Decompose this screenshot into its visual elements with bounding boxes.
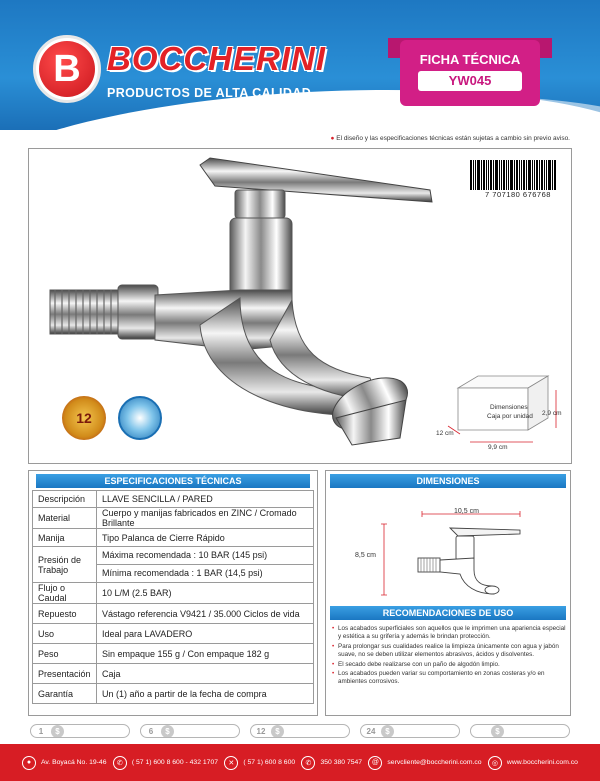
spec-value: Cuerpo y manijas fabricados en ZINC / Cromado Brillante	[97, 508, 314, 529]
spec-key: Descripción	[33, 491, 97, 508]
address-text: Av. Boyacá No. 19-46	[41, 759, 107, 766]
brand-logo	[33, 35, 101, 103]
dollar-icon: $	[51, 725, 64, 738]
whatsapp-text: 350 380 7547	[320, 759, 363, 766]
price-qty: 12	[256, 726, 266, 736]
footer-web[interactable]	[488, 756, 578, 770]
warranty-seal	[62, 396, 106, 440]
spec-value: Ideal para LAVADERO	[97, 624, 314, 644]
spec-table	[32, 490, 314, 704]
tools-icon: ✕	[224, 756, 238, 770]
location-pin-icon: ●	[22, 756, 36, 770]
dollar-icon: $	[271, 725, 284, 738]
spec-value-min: Mínima recomendada : 1 BAR (14,5 psi)	[97, 564, 313, 582]
table-row	[33, 684, 314, 704]
thread-inlet	[50, 290, 120, 334]
box-label-2: Caja por unidad	[487, 413, 533, 420]
footer-whatsapp	[301, 756, 362, 770]
price-qty: 24	[366, 726, 376, 736]
email-icon: @	[368, 756, 382, 770]
price-slot	[470, 724, 570, 738]
spec-key: Manija	[33, 529, 97, 547]
spec-key: Presión de Trabajo	[33, 547, 97, 583]
table-row	[33, 624, 314, 644]
disclaimer: ● El diseño y las especificaciones técnicas están sujetas a cambio sin previo aviso.	[330, 135, 570, 142]
water-saving-seal	[118, 396, 162, 440]
disclaimer-text: El diseño y las especificaciones técnicas están sujetas a cambio sin previo aviso.	[336, 135, 570, 142]
dimensions-title: DIMENSIONES	[330, 474, 566, 488]
logo-letter: B	[39, 41, 95, 97]
spec-key: Peso	[33, 644, 97, 664]
dollar-icon: $	[161, 725, 174, 738]
barcode	[470, 160, 566, 198]
box-depth: 12 cm	[436, 430, 454, 437]
spec-value: 10 L/M (2.5 BAR)	[97, 583, 314, 604]
footer-phone-2	[224, 756, 295, 770]
spec-key: Material	[33, 508, 97, 529]
recommendations-list	[332, 625, 568, 688]
spec-value-max: Máxima recomendada : 10 BAR (145 psi)	[102, 550, 268, 560]
spec-value: Tipo Palanca de Cierre Rápido	[97, 529, 314, 547]
globe-icon: ◎	[488, 756, 502, 770]
recommendations-title: RECOMENDACIONES DE USO	[330, 606, 566, 620]
table-row	[33, 529, 314, 547]
dollar-icon: $	[491, 725, 504, 738]
box-width: 9,9 cm	[488, 444, 508, 451]
footer-email[interactable]	[368, 756, 481, 770]
price-qty: 6	[148, 726, 154, 736]
footer	[0, 744, 600, 781]
dollar-icon: $	[381, 725, 394, 738]
table-row	[33, 644, 314, 664]
footer-address	[22, 756, 107, 770]
phone-text: ( 57 1) 600 8 600	[243, 759, 296, 766]
warranty-years: 12	[76, 410, 92, 426]
spec-title: ESPECIFICACIONES TÉCNICAS	[36, 474, 310, 488]
web-link[interactable]: www.boccherini.com.co	[506, 759, 578, 766]
spec-key: Presentación	[33, 664, 97, 684]
price-slot	[250, 724, 350, 738]
brand-tagline: PRODUCTOS DE ALTA CALIDAD	[107, 86, 312, 100]
whatsapp-icon: ✆	[301, 756, 315, 770]
spec-key: Flujo o Caudal	[33, 583, 97, 604]
price-row	[30, 724, 570, 740]
table-row	[33, 604, 314, 624]
sheet-title: FICHA TÉCNICA	[419, 52, 521, 67]
spec-key: Garantía	[33, 684, 97, 704]
list-item: • El secado debe realizarse con un paño de algodón limpio.	[332, 661, 568, 669]
product-code: YW045	[418, 71, 522, 91]
spec-key: Uso	[33, 624, 97, 644]
spec-key: Repuesto	[33, 604, 97, 624]
price-slot	[140, 724, 240, 738]
list-item: • Los acabados pueden variar su comportamiento en zonas costeras y/o en ambientes corrosivos.	[332, 670, 568, 687]
dimension-diagram	[370, 500, 540, 600]
list-item: • Para prolongar sus cualidades realice la limpieza únicamente con agua y jabón suave, no se deben utilizar elementos abrasivos, ácidos y disolventes.	[332, 643, 568, 660]
faucet-width: 10,5 cm	[454, 508, 479, 515]
footer-phone-1	[113, 756, 218, 770]
box-label-1: Dimensiones	[490, 404, 528, 411]
spec-value: Un (1) año a partir de la fecha de compra	[97, 684, 314, 704]
table-row	[33, 508, 314, 529]
faucet-height: 8,5 cm	[355, 552, 377, 559]
spec-value: Sin empaque 155 g / Con empaque 182 g	[97, 644, 314, 664]
brand-name: BOCCHERINI	[107, 40, 327, 77]
table-row	[33, 583, 314, 604]
price-slot	[360, 724, 460, 738]
table-row	[33, 664, 314, 684]
spec-value: Vástago referencia V9421 / 35.000 Ciclos de vida	[97, 604, 314, 624]
phone-text: ( 57 1) 600 8 600 - 432 1707	[131, 759, 219, 766]
barcode-bars	[470, 160, 566, 190]
box-height: 2,9 cm	[542, 410, 562, 417]
table-row	[33, 547, 314, 583]
barcode-number: 7 707180 676768	[485, 190, 551, 199]
spec-value: LLAVE SENCILLA / PARED	[97, 491, 314, 508]
spec-value: Caja	[97, 664, 314, 684]
list-item: • Los acabados superficiales son aquellos que le imprimen una apariencia especial y estética a su grifería y además le brindan protección.	[332, 625, 568, 642]
table-row	[33, 491, 314, 508]
price-qty: 1	[38, 726, 44, 736]
phone-icon: ✆	[113, 756, 127, 770]
price-slot	[30, 724, 130, 738]
email-link[interactable]: servcliente@boccherini.com.co	[387, 759, 482, 766]
